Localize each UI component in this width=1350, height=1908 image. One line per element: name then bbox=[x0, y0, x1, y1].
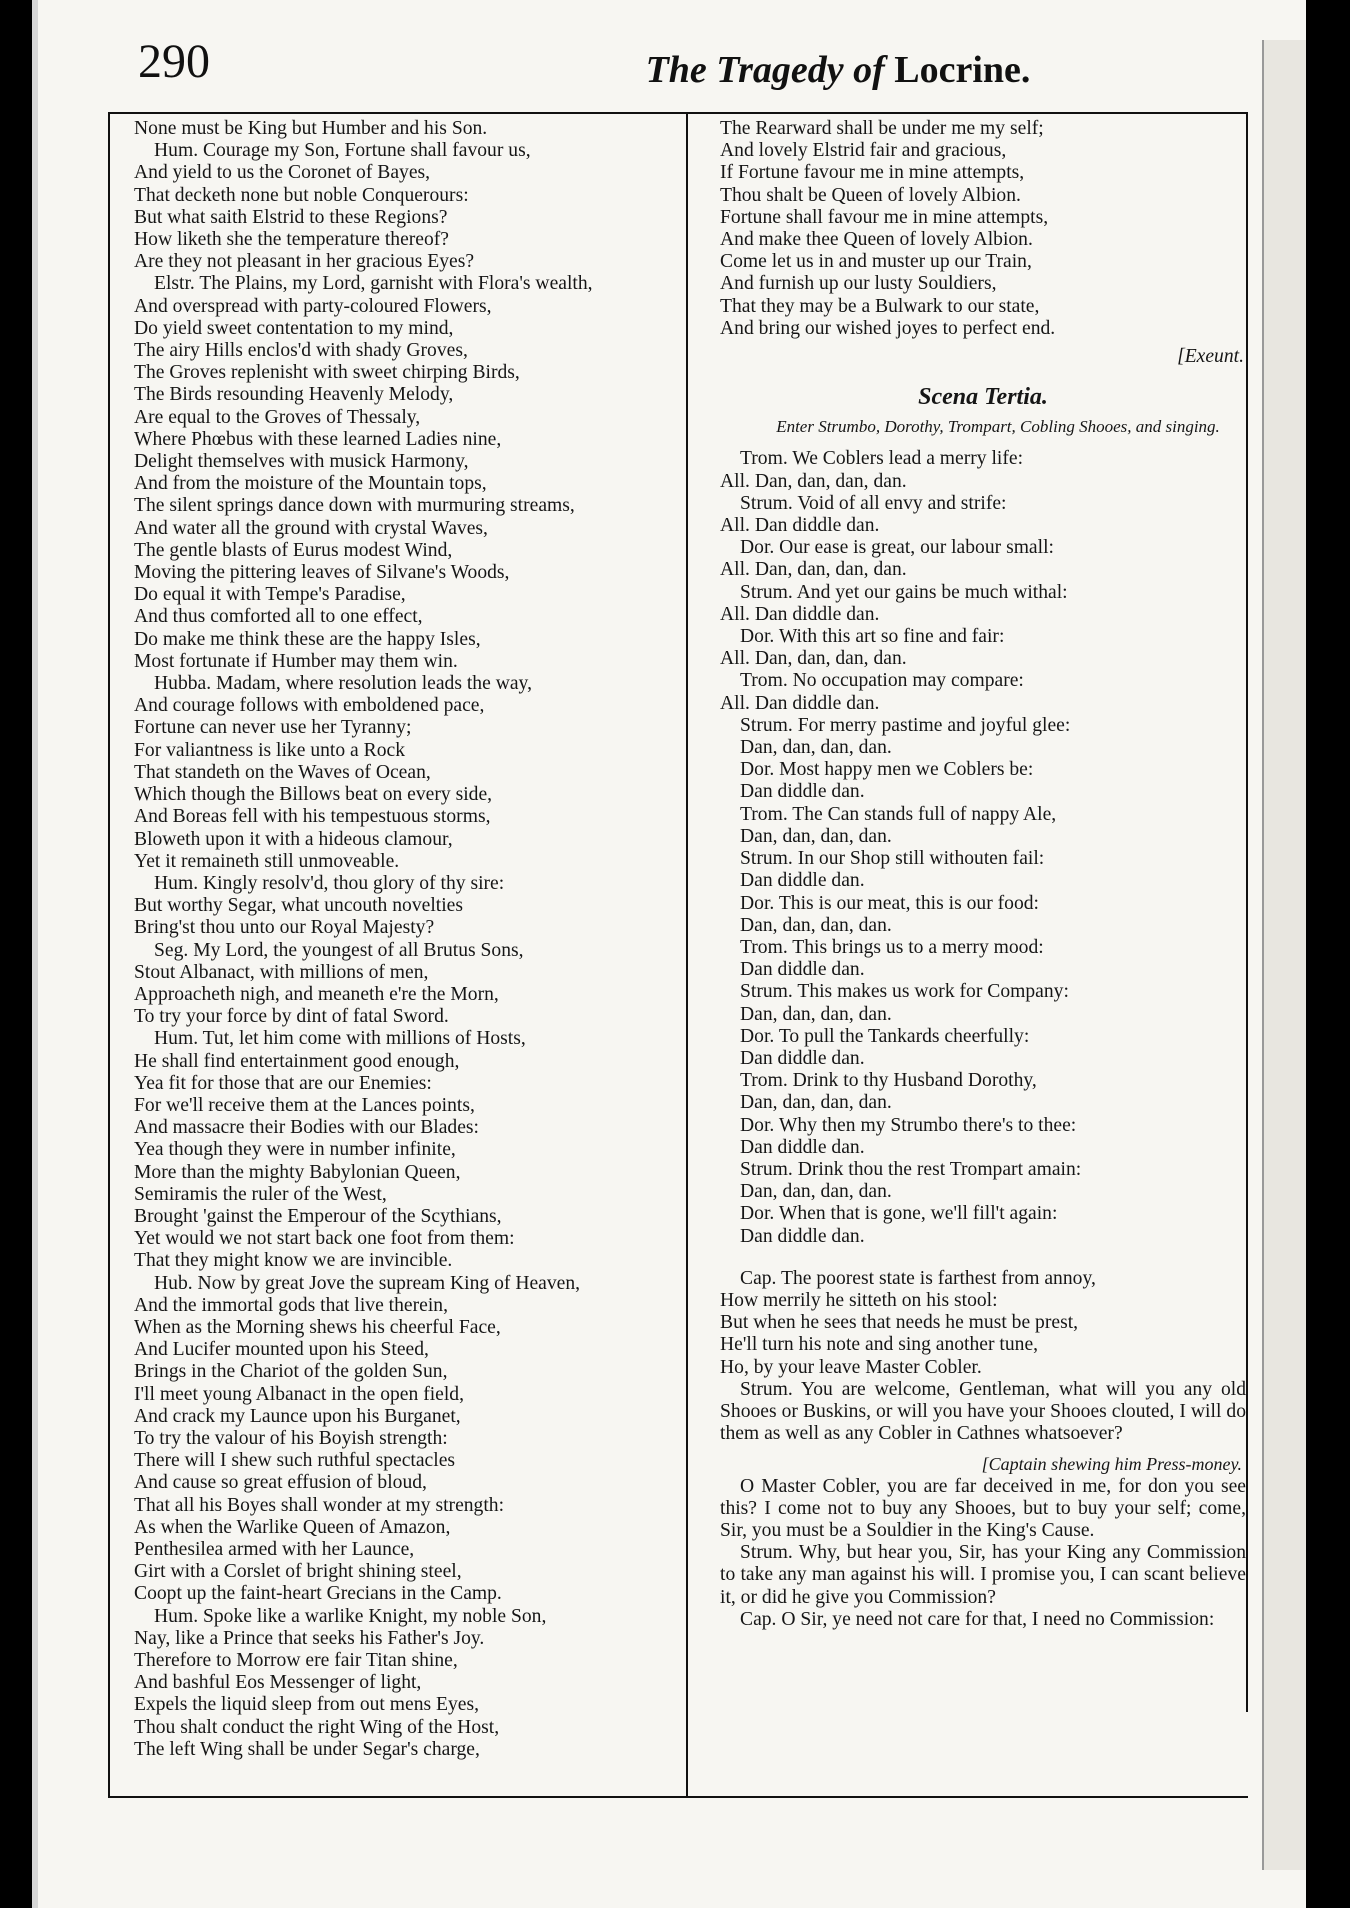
verse-line: And crack my Launce upon his Burganet, bbox=[134, 1405, 461, 1427]
verse-line: Fortune can never use her Tyranny; bbox=[134, 717, 412, 739]
song-line: Strum. Drink thou the rest Trompart amain: bbox=[740, 1158, 1082, 1180]
verse-line: Semiramis the ruler of the West, bbox=[134, 1183, 387, 1205]
song-line: Dan, dan, dan, dan. bbox=[740, 1181, 892, 1203]
facing-page-edge bbox=[1262, 40, 1306, 1870]
song-line: Strum. And yet our gains be much withal: bbox=[740, 581, 1068, 603]
song-line: All. Dan, dan, dan, dan. bbox=[720, 559, 907, 581]
song-line: All. Dan diddle dan. bbox=[720, 692, 880, 714]
speech-line: Hum. Courage my Son, Fortune shall favour us, bbox=[154, 140, 531, 162]
verse-line: Delight themselves with musick Harmony, bbox=[134, 451, 469, 473]
verse-line: And make thee Queen of lovely Albion. bbox=[720, 229, 1033, 251]
stage-direction: Enter Strumbo, Dorothy, Trompart, Cobling Shooes, and singing. bbox=[776, 417, 1220, 437]
verse-line: Cap. The poorest state is farthest from annoy, bbox=[740, 1267, 1096, 1289]
speech-line: Hubba. Madam, where resolution leads the way, bbox=[154, 673, 532, 695]
verse-line: And overspread with party-coloured Flowers, bbox=[134, 295, 492, 317]
verse-line: Thou shalt be Queen of lovely Albion. bbox=[720, 184, 1021, 206]
verse-line: Yea fit for those that are our Enemies: bbox=[134, 1072, 432, 1094]
song-line: Dan diddle dan. bbox=[740, 1047, 865, 1069]
verse-line: But worthy Segar, what uncouth novelties bbox=[134, 895, 463, 917]
verse-line: That they may be a Bulwark to our state, bbox=[720, 295, 1040, 317]
song-line: Dor. When that is gone, we'll fill't again: bbox=[740, 1203, 1058, 1225]
verse-line: And furnish up our lusty Souldiers, bbox=[720, 273, 997, 295]
song-line: Strum. For merry pastime and joyful glee: bbox=[740, 714, 1071, 736]
song-line: Strum. Void of all envy and strife: bbox=[740, 492, 1007, 514]
song-line: Dor. To pull the Tankards cheerfully: bbox=[740, 1025, 1030, 1047]
verse-line: That decketh none but noble Conquerours: bbox=[134, 184, 469, 206]
verse-line: The Groves replenisht with sweet chirping Birds, bbox=[134, 362, 520, 384]
speech-line: Hum. Spoke like a warlike Knight, my noble Son, bbox=[154, 1605, 547, 1627]
song-line: Dan diddle dan. bbox=[740, 1225, 865, 1247]
song-line: Trom. The Can stands full of nappy Ale, bbox=[740, 803, 1057, 825]
verse-line: But what saith Elstrid to these Regions? bbox=[134, 206, 448, 228]
verse-line: And from the moisture of the Mountain tops, bbox=[134, 473, 487, 495]
verse-line: He'll turn his note and sing another tune, bbox=[720, 1334, 1039, 1356]
song-line: Dan, dan, dan, dan. bbox=[740, 1003, 892, 1025]
verse-line: How liketh she the temperature thereof? bbox=[134, 229, 450, 251]
verse-line: Are equal to the Groves of Thessaly, bbox=[134, 406, 421, 428]
verse-line: That standeth on the Waves of Ocean, bbox=[134, 761, 431, 783]
verse-line: Thou shalt conduct the right Wing of the Host, bbox=[134, 1716, 500, 1738]
book-page bbox=[32, 0, 1306, 1908]
verse-line: Expels the liquid sleep from out mens Eyes, bbox=[134, 1694, 480, 1716]
verse-line: Which though the Billows beat on every side, bbox=[134, 784, 493, 806]
verse-line: Bloweth upon it with a hideous clamour, bbox=[134, 828, 453, 850]
speech-line: Hub. Now by great Jove the supream King of Heaven, bbox=[154, 1272, 581, 1294]
prose-paragraph: Cap. O Sir, ye need not care for that, I need no Commission: bbox=[740, 1608, 1215, 1630]
prose-paragraph: Strum. Why, but hear you, Sir, has your King any Commission to take any man against his will. I promise you, I can scant believe it, or did he give you Commission? bbox=[720, 1542, 1246, 1608]
verse-line: Ho, by your leave Master Cobler. bbox=[720, 1356, 982, 1378]
song-line: Trom. No occupation may compare: bbox=[740, 670, 1024, 692]
running-title-name: Locrine. bbox=[894, 49, 1031, 91]
verse-line: Therefore to Morrow ere fair Titan shine, bbox=[134, 1650, 458, 1672]
speech-line: Elstr. The Plains, my Lord, garnisht with Flora's wealth, bbox=[154, 273, 593, 295]
verse-line: And massacre their Bodies with our Blades: bbox=[134, 1117, 479, 1139]
song-line: Dan, dan, dan, dan. bbox=[740, 825, 892, 847]
song-line: Dan diddle dan. bbox=[740, 1136, 865, 1158]
running-title bbox=[458, 48, 1218, 92]
verse-line: And yield to us the Coronet of Bayes, bbox=[134, 162, 431, 184]
song-line: All. Dan diddle dan. bbox=[720, 603, 880, 625]
verse-line: Girt with a Corslet of bright shining steel, bbox=[134, 1561, 462, 1583]
song-line: All. Dan diddle dan. bbox=[720, 515, 880, 537]
verse-line: For we'll receive them at the Lances points, bbox=[134, 1094, 475, 1116]
verse-line: Yea though they were in number infinite, bbox=[134, 1139, 456, 1161]
song-line: Dan diddle dan. bbox=[740, 959, 865, 981]
verse-line: Yet would we not start back one foot from them: bbox=[134, 1228, 515, 1250]
song-line: Dan diddle dan. bbox=[740, 870, 865, 892]
verse-line: And Boreas fell with his tempestuous storms, bbox=[134, 806, 491, 828]
verse-line: Nay, like a Prince that seeks his Father's Joy. bbox=[134, 1627, 485, 1649]
left-column bbox=[134, 118, 699, 1761]
verse-line: Bring'st thou unto our Royal Majesty? bbox=[134, 917, 435, 939]
verse-line: Do equal it with Tempe's Paradise, bbox=[134, 584, 406, 606]
left-rule bbox=[108, 112, 110, 1798]
verse-line: Do make me think these are the happy Isles, bbox=[134, 628, 481, 650]
verse-line: Fortune shall favour me in mine attempts, bbox=[720, 206, 1049, 228]
verse-line: That they might know we are invincible. bbox=[134, 1250, 453, 1272]
verse-line: Are they not pleasant in her gracious Eyes? bbox=[134, 251, 475, 273]
verse-line: And water all the ground with crystal Waves, bbox=[134, 517, 488, 539]
song-line: Dan, dan, dan, dan. bbox=[740, 914, 892, 936]
verse-line: Stout Albanact, with millions of men, bbox=[134, 961, 429, 983]
verse-line: Penthesilea armed with her Launce, bbox=[134, 1539, 415, 1560]
verse-line: And cause so great effusion of bloud, bbox=[134, 1472, 427, 1494]
verse-line: There will I shew such ruthful spectacles bbox=[134, 1450, 456, 1472]
verse-line: More than the mighty Babylonian Queen, bbox=[134, 1161, 461, 1183]
verse-line: Coopt up the faint-heart Grecians in the Camp. bbox=[134, 1583, 502, 1605]
verse-line: Brought 'gainst the Emperour of the Scythians, bbox=[134, 1205, 502, 1227]
verse-line: Do yield sweet contentation to my mind, bbox=[134, 317, 454, 339]
prose-paragraph: Strum. You are welcome, Gentleman, what will you any old Shooes or Buskins, or will you have your Shooes clouted, I will do them as well as any Cobler in Cathnes whatsoever? bbox=[720, 1378, 1246, 1445]
speech-line: Hum. Tut, let him come with millions of Hosts, bbox=[154, 1028, 526, 1050]
verse-line: Come let us in and muster up our Train, bbox=[720, 251, 1032, 273]
verse-line: And the immortal gods that live therein, bbox=[134, 1294, 448, 1316]
verse-line: And Lucifer mounted upon his Steed, bbox=[134, 1339, 429, 1361]
running-title-prefix: The Tragedy of bbox=[645, 49, 895, 91]
verse-line: How merrily he sitteth on his stool: bbox=[720, 1289, 998, 1311]
verse-line: For valiantness is like unto a Rock bbox=[134, 739, 406, 761]
verse-line: That all his Boyes shall wonder at my strength: bbox=[134, 1494, 505, 1516]
verse-line: Yet it remaineth still unmoveable. bbox=[134, 850, 400, 872]
song-line: Dan diddle dan. bbox=[740, 781, 865, 803]
verse-line: Approacheth nigh, and meaneth e're the Morn, bbox=[134, 983, 499, 1005]
verse-line: I'll meet young Albanact in the open field, bbox=[134, 1383, 465, 1405]
song-line: Dor. This is our meat, this is our food: bbox=[740, 892, 1039, 914]
verse-line: And thus comforted all to one effect, bbox=[134, 606, 423, 628]
scene-heading: Scena Tertia. bbox=[918, 384, 1048, 411]
song-line: Strum. This makes us work for Company: bbox=[740, 981, 1069, 1003]
song-line: Dor. With this art so fine and fair: bbox=[740, 626, 1005, 648]
verse-line: The silent springs dance down with murmuring streams, bbox=[134, 495, 575, 517]
song-line: Dan, dan, dan, dan. bbox=[740, 737, 892, 759]
verse-line: The airy Hills enclos'd with shady Groves, bbox=[134, 340, 468, 362]
right-rule bbox=[1246, 112, 1248, 1712]
prose-paragraph: O Master Cobler, you are far deceived in me, for don you see this? I come not to buy any Shooes, but to buy your self; come, Sir, you must be a Souldier in the King's Cause. bbox=[720, 1475, 1246, 1541]
song-line: Dor. Our ease is great, our labour small: bbox=[740, 537, 1054, 559]
top-rule bbox=[108, 112, 1248, 114]
song-line: Dor. Why then my Strumbo there's to thee: bbox=[740, 1114, 1077, 1136]
verse-line: The left Wing shall be under Segar's charge, bbox=[134, 1738, 480, 1760]
verse-line: And bring our wished joyes to perfect end. bbox=[720, 317, 1056, 339]
page-number: 290 bbox=[138, 35, 210, 88]
verse-line: The Birds resounding Heavenly Melody, bbox=[134, 384, 454, 406]
speech-line: Hum. Kingly resolv'd, thou glory of thy sire: bbox=[154, 872, 505, 894]
verse-line: To try your force by dint of fatal Sword. bbox=[134, 1006, 449, 1028]
verse-line: And bashful Eos Messenger of light, bbox=[134, 1672, 422, 1694]
verse-line: And lovely Elstrid fair and gracious, bbox=[720, 140, 1007, 162]
song-line: All. Dan, dan, dan, dan. bbox=[720, 648, 907, 670]
song-line: All. Dan, dan, dan, dan. bbox=[720, 470, 907, 492]
verse-line: And courage follows with emboldened pace, bbox=[134, 695, 485, 717]
verse-line: If Fortune favour me in mine attempts, bbox=[720, 162, 1025, 184]
verse-line: Moving the pittering leaves of Silvane's Woods, bbox=[134, 562, 510, 584]
verse-line: Brings in the Chariot of the golden Sun, bbox=[134, 1361, 448, 1383]
verse-line: The Rearward shall be under me my self; bbox=[720, 118, 1044, 139]
verse-line: None must be King but Humber and his Son. bbox=[134, 118, 488, 139]
verse-line: Where Phœbus with these learned Ladies nine, bbox=[134, 428, 502, 450]
exeunt-direction: [Exeunt. bbox=[1177, 346, 1244, 368]
song-line: Trom. Drink to thy Husband Dorothy, bbox=[740, 1070, 1037, 1092]
verse-line: Most fortunate if Humber may them win. bbox=[134, 650, 458, 672]
speech-line: Seg. My Lord, the youngest of all Brutus Sons, bbox=[154, 939, 524, 961]
right-column bbox=[720, 118, 1246, 1631]
verse-line: When as the Morning shews his cheerful Face, bbox=[134, 1316, 501, 1338]
song-line: Dor. Most happy men we Coblers be: bbox=[740, 759, 1034, 781]
song-line: Strum. In our Shop still withouten fail: bbox=[740, 848, 1045, 870]
song-line: Trom. This brings us to a merry mood: bbox=[740, 936, 1044, 958]
stage-direction: [Captain shewing him Press-money. bbox=[981, 1454, 1242, 1475]
verse-line: As when the Warlike Queen of Amazon, bbox=[134, 1516, 451, 1538]
verse-line: But when he sees that needs he must be prest, bbox=[720, 1312, 1079, 1334]
bottom-rule bbox=[108, 1796, 1248, 1798]
verse-line: The gentle blasts of Eurus modest Wind, bbox=[134, 539, 453, 561]
song-line: Trom. We Coblers lead a merry life: bbox=[740, 448, 1024, 470]
verse-line: To try the valour of his Boyish strength: bbox=[134, 1427, 448, 1449]
song-line: Dan, dan, dan, dan. bbox=[740, 1092, 892, 1114]
verse-line: He shall find entertainment good enough, bbox=[134, 1050, 460, 1072]
